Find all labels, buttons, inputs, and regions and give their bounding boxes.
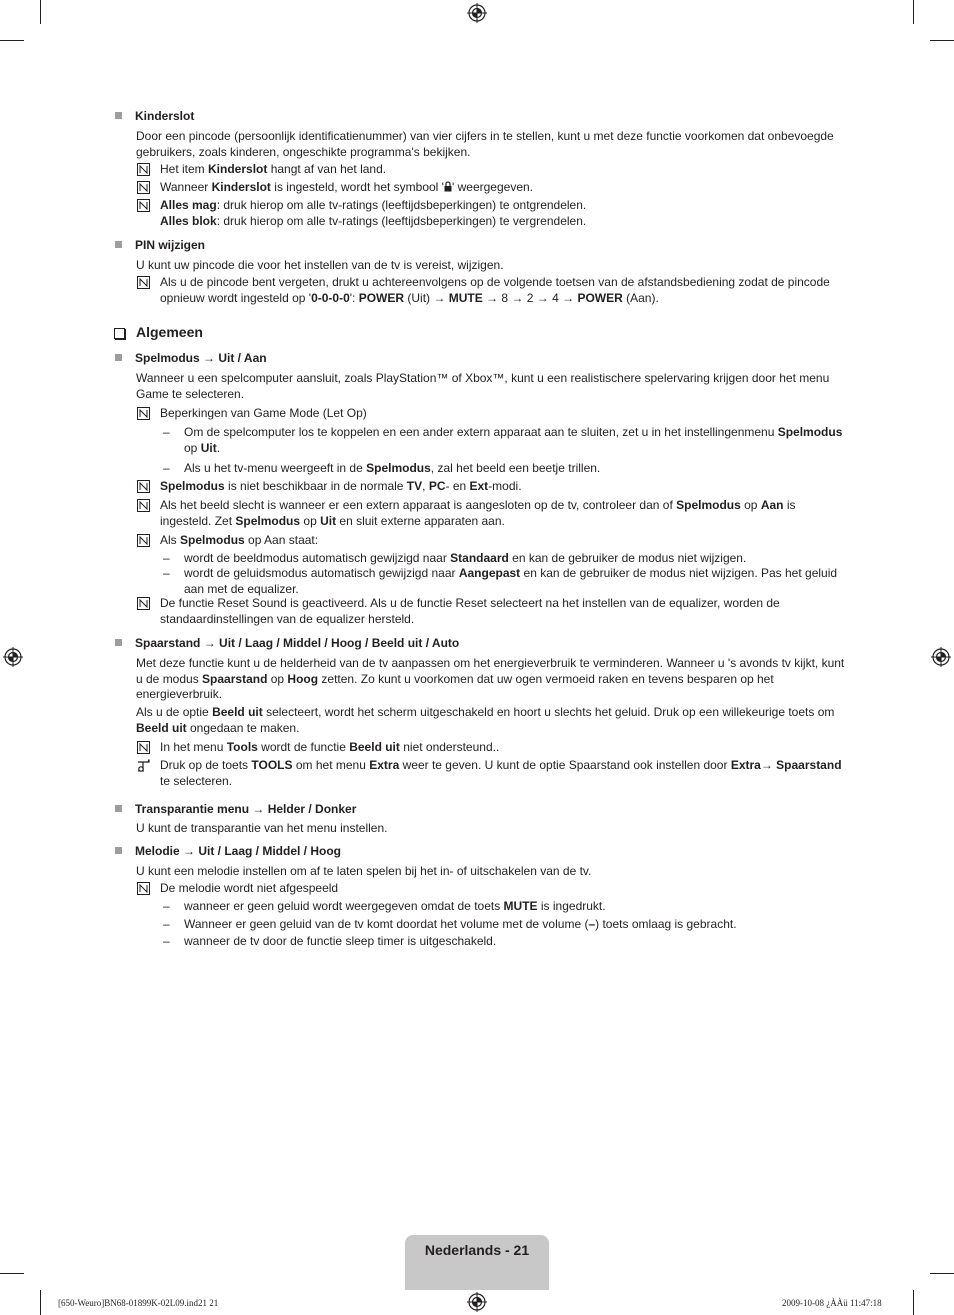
dash-bullet: – — [163, 899, 170, 913]
crop-mark — [930, 1273, 954, 1274]
bullet-square-icon — [115, 847, 122, 854]
section-title-kinderslot: Kinderslot — [135, 109, 195, 123]
crop-mark — [0, 1273, 24, 1274]
note-icon — [137, 199, 150, 212]
dash-bullet: – — [163, 917, 170, 931]
paragraph: U kunt de transparantie van het menu instellen. — [136, 821, 388, 835]
note-text: In het menu Tools wordt de functie Beeld uit niet ondersteund.. — [160, 740, 500, 754]
note-icon — [137, 407, 150, 420]
note-icon — [137, 534, 150, 547]
note-text: Als u de pincode bent vergeten, drukt u achtereenvolgens op de volgende toetsen van de afstandsbediening zodat de pincode opnieuw wordt ingesteld op '0-0-0-0': POWER (Uit) → MUTE → 8 → 2 → 4 → POWER (Aan). — [160, 275, 830, 305]
lock-icon — [444, 181, 452, 192]
section-title-spaarstand: Spaarstand → Uit / Laag / Middel / Hoog / Beeld uit / Auto — [135, 636, 460, 650]
registration-mark-icon — [467, 3, 487, 23]
sub-item: Om de spelcomputer los te koppelen en een ander extern apparaat aan te sluiten, zet u in het instellingenmenu Spelmodus op Uit. — [184, 425, 843, 455]
paragraph: Wanneer u een spelcomputer aansluit, zoals PlayStation™ of Xbox™, kunt u een realistischere spelervaring krijgen door het menu Game te selecteren. — [136, 371, 830, 401]
note-icon — [137, 480, 150, 493]
dash-bullet: – — [163, 551, 170, 565]
registration-mark-icon — [3, 647, 23, 667]
page-number-tab — [405, 1235, 549, 1290]
note-icon — [137, 163, 150, 176]
section-title-transparantie: Transparantie menu → Helder / Donker — [135, 802, 357, 816]
note-icon — [137, 597, 150, 610]
print-date-info: 2009-10-08 ¿ÀÀü 11:47:18 — [782, 1298, 882, 1308]
dash-bullet: – — [163, 566, 170, 580]
paragraph: Met deze functie kunt u de helderheid van de tv aanpassen om het energieverbruik te verminderen. Wanneer u 's avonds tv kijkt, kunt u de modus Spaarstand op Hoog zetten. Zo kunt u voorkomen dat uw ogen vermoeid raken en tevens besparen op het energieverbruik. — [136, 656, 845, 701]
note-icon — [137, 882, 150, 895]
tools-icon — [137, 759, 150, 772]
registration-mark-icon — [931, 647, 951, 667]
note-text: De functie Reset Sound is geactiveerd. Als u de functie Reset selecteert na het instellen van de equalizer, worden de standaardinstellingen van de equalizer hersteld. — [160, 596, 780, 626]
note-text: Als Spelmodus op Aan staat: — [160, 533, 319, 547]
print-file-info: [650-Weuro]BN68-01899K-02L09.ind21 21 — [58, 1298, 219, 1308]
sub-item: wanneer er geen geluid wordt weergegeven omdat de toets MUTE is ingedrukt. — [184, 899, 606, 913]
note-icon — [137, 276, 150, 289]
bullet-square-icon — [115, 112, 122, 119]
section-title-melodie: Melodie → Uit / Laag / Middel / Hoog — [135, 844, 342, 858]
sub-item: wanneer de tv door de functie sleep timer is uitgeschakeld. — [184, 934, 497, 948]
paragraph: U kunt een melodie instellen om af te laten spelen bij het in- of uitschakelen van de tv. — [136, 864, 592, 878]
sub-item: Wanneer er geen geluid van de tv komt doordat het volume met de volume (–) toets omlaag is gebracht. — [184, 917, 737, 931]
note-icon — [137, 181, 150, 194]
sub-item: Als u het tv-menu weergeeft in de Spelmodus, zal het beeld een beetje trillen. — [184, 461, 601, 475]
crop-mark — [913, 1290, 914, 1315]
note-text: Als het beeld slecht is wanneer er een extern apparaat is aangesloten op de tv, controleer dan of Spelmodus op Aan is ingesteld. Zet Spelmodus op Uit en sluit externe apparaten aan. — [160, 498, 796, 528]
note-text: Wanneer Kinderslot is ingesteld, wordt het symbool ' ' weergegeven. — [160, 180, 533, 194]
sub-item: wordt de geluidsmodus automatisch gewijzigd naar Aangepast en kan de gebruiker de modus niet wijzigen. Pas het geluid aan met de equalizer. — [184, 566, 838, 596]
crop-mark — [0, 40, 24, 41]
note-icon — [137, 741, 150, 754]
note-text: Druk op de toets TOOLS om het menu Extra weer te geven. U kunt de optie Spaarstand ook instellen door Extra→ Spaarstand te selecteren. — [160, 758, 842, 788]
crop-mark — [930, 40, 954, 41]
page-number: Nederlands - 21 — [424, 1242, 530, 1258]
bullet-square-icon — [115, 805, 122, 812]
heading-algemeen: Algemeen — [136, 324, 203, 340]
note-text: Alles mag: druk hierop om alle tv-ratings (leeftijdsbeperkingen) te ontgrendelen. Alles blok: druk hierop om alle tv-ratings (leeftijdsbeperkingen) te vergrendelen. — [160, 198, 587, 228]
crop-mark — [40, 1290, 41, 1315]
checkbox-bullet-icon — [114, 328, 125, 339]
note-text: Het item Kinderslot hangt af van het land. — [160, 162, 387, 176]
note-text: De melodie wordt niet afgespeeld — [160, 881, 339, 895]
note-text: Beperkingen van Game Mode (Let Op) — [160, 406, 367, 420]
paragraph: Door een pincode (persoonlijk identificatienummer) van vier cijfers in te stellen, kunt u met deze functie voorkomen dat onbevoegde gebruikers, zoals kinderen, ongeschikte programma's bekijken. — [136, 129, 834, 159]
note-icon — [137, 499, 150, 512]
bullet-square-icon — [115, 354, 122, 361]
crop-mark — [40, 0, 41, 24]
note-text: Spelmodus is niet beschikbaar in de normale TV, PC- en Ext-modi. — [160, 479, 522, 493]
dash-bullet: – — [163, 934, 170, 948]
dash-bullet: – — [163, 425, 170, 439]
dash-bullet: – — [163, 461, 170, 475]
section-title-pin: PIN wijzigen — [135, 238, 206, 252]
paragraph: U kunt uw pincode die voor het instellen van de tv is vereist, wijzigen. — [136, 258, 504, 272]
registration-mark-icon — [467, 1292, 487, 1312]
bullet-square-icon — [115, 639, 122, 646]
bullet-square-icon — [115, 241, 122, 248]
crop-mark — [913, 0, 914, 24]
section-title-spelmodus: Spelmodus → Uit / Aan — [135, 351, 267, 365]
paragraph: Als u de optie Beeld uit selecteert, wordt het scherm uitgeschakeld en hoort u slechts het geluid. Druk op een willekeurige toets om Beeld uit ongedaan te maken. — [136, 705, 835, 735]
sub-item: wordt de beeldmodus automatisch gewijzigd naar Standaard en kan de gebruiker de modus niet wijzigen. — [184, 551, 747, 565]
